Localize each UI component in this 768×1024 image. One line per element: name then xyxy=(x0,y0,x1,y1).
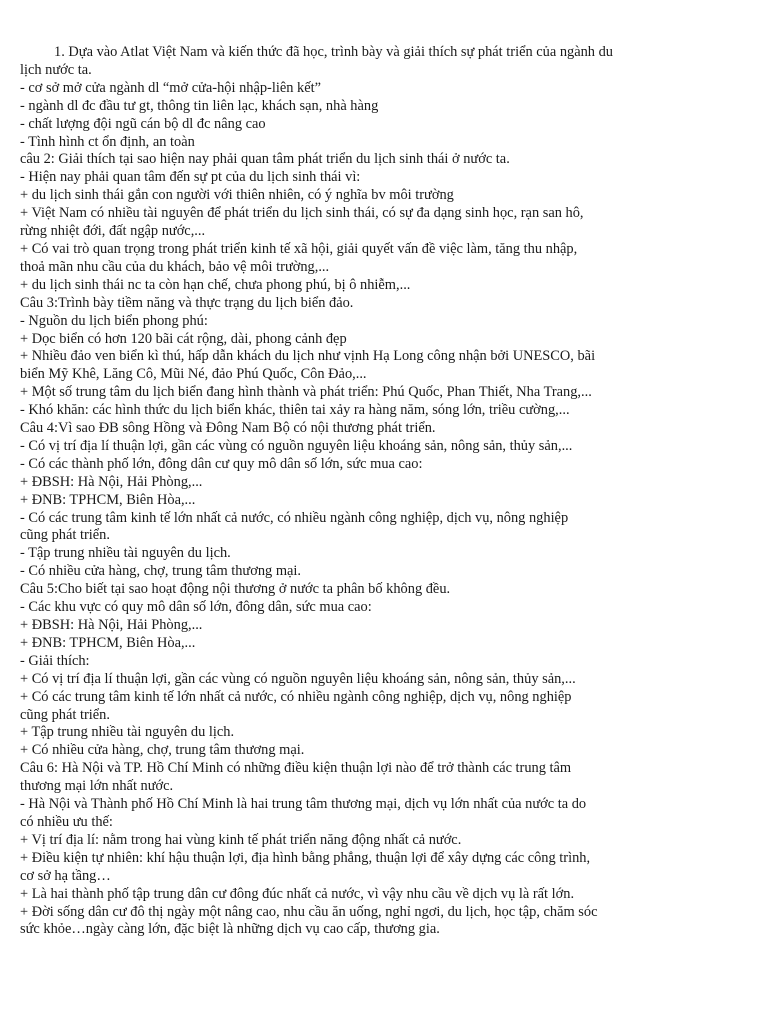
text-line: - Giải thích: xyxy=(20,652,90,669)
text-line: - ngành dl đc đầu tư gt, thông tin liên lạc, khách sạn, nhà hàng xyxy=(20,97,379,114)
text-line: + Là hai thành phố tập trung dân cư đông đúc nhất cả nước, vì vậy nhu cầu về dịch vụ là rất lớn. xyxy=(20,885,575,902)
question-3-title: Câu 3:Trình bày tiềm năng và thực trạng du lịch biển đảo. xyxy=(20,294,354,311)
text-line: + Đời sống dân cư đô thị ngày một nâng cao, nhu cầu ăn uống, nghỉ ngơi, du lịch, học tập, chăm sóc xyxy=(20,903,598,920)
text-line: + Dọc biển có hơn 120 bãi cát rộng, dài, phong cảnh đẹp xyxy=(20,330,347,347)
question-6-title: Câu 6: Hà Nội và TP. Hồ Chí Minh có những điều kiện thuận lợi nào để trở thành các trung tâm xyxy=(20,760,572,777)
text-line: + Nhiều đảo ven biển kì thú, hấp dẫn khách du lịch như vịnh Hạ Long công nhận bởi UNESCO, bãi xyxy=(20,348,596,365)
text-line: - cơ sở mở cửa ngành dl “mở cửa-hội nhập-liên kết” xyxy=(20,79,321,96)
text-line: + ĐBSH: Hà Nội, Hải Phòng,... xyxy=(20,473,203,490)
text-line: có nhiều ưu thế: xyxy=(20,813,113,830)
text-line: - Hiện nay phải quan tâm đến sự pt của du lịch sinh thái vì: xyxy=(20,169,361,186)
text-line: - Có vị trí địa lí thuận lợi, gần các vùng có nguồn nguyên liệu khoáng sản, nông sản, thủy sản,... xyxy=(20,437,573,454)
text-line: - Có các trung tâm kinh tế lớn nhất cả nước, có nhiều ngành công nghiệp, dịch vụ, nông nghiệp xyxy=(20,509,569,526)
text-line: sức khỏe…ngày càng lớn, đặc biệt là những dịch vụ cao cấp, thương gia. xyxy=(20,921,440,938)
question-5-title: Câu 5:Cho biết tại sao hoạt động nội thương ở nước ta phân bố không đều. xyxy=(20,581,451,598)
text-line: - Tình hình ct ổn định, an toàn xyxy=(20,133,195,150)
text-line: cơ sở hạ tầng… xyxy=(20,867,111,884)
question-2-title: câu 2: Giải thích tại sao hiện nay phải quan tâm phát triển du lịch sinh thái ở nước ta. xyxy=(20,151,510,168)
text-line: + Vị trí địa lí: nằm trong hai vùng kinh tế phát triển năng động nhất cả nước. xyxy=(20,831,462,848)
text-line: rừng nhiệt đới, đất ngập nước,... xyxy=(20,223,206,240)
question-6-title-cont: thương mại lớn nhất nước. xyxy=(20,778,174,795)
text-line: thoả mãn nhu cầu của du khách, bảo vệ môi trường,... xyxy=(20,258,330,275)
text-line: cũng phát triển. xyxy=(20,527,110,544)
question-1-title: 1. Dựa vào Atlat Việt Nam và kiến thức đã học, trình bày và giải thích sự phát triển của ngành du xyxy=(54,44,613,60)
text-line: - Khó khăn: các hình thức du lịch biển khác, thiên tai xảy ra hàng năm, sóng lớn, triều cường,... xyxy=(20,402,570,419)
text-line: + du lịch sinh thái nc ta còn hạn chế, chưa phong phú, bị ô nhiễm,... xyxy=(20,276,411,293)
text-line: cũng phát triển. xyxy=(20,706,110,723)
text-line: + Một số trung tâm du lịch biển đang hình thành và phát triển: Phú Quốc, Phan Thiết, Nha Trang,... xyxy=(20,384,592,401)
text-line: - Hà Nội và Thành phố Hồ Chí Minh là hai trung tâm thương mại, dịch vụ lớn nhất của nước ta do xyxy=(20,796,587,813)
text-line: + Có nhiều cửa hàng, chợ, trung tâm thương mại. xyxy=(20,742,305,759)
text-line: - Tập trung nhiều tài nguyên du lịch. xyxy=(20,545,231,562)
text-line: - Có các thành phố lớn, đông dân cư quy mô dân số lớn, sức mua cao: xyxy=(20,455,423,472)
text-line: + Điều kiện tự nhiên: khí hậu thuận lợi, địa hình bằng phẳng, thuận lợi để xây dựng các công trình, xyxy=(20,849,591,866)
text-line: + Có các trung tâm kinh tế lớn nhất cả nước, có nhiều ngành công nghiệp, dịch vụ, nông nghiệp xyxy=(20,688,572,705)
text-line: + ĐBSH: Hà Nội, Hải Phòng,... xyxy=(20,617,203,633)
text-line: + Có vai trò quan trọng trong phát triển kinh tế xã hội, giải quyết vấn đề việc làm, tăng thu nhập, xyxy=(20,240,578,257)
question-4-title: Câu 4:Vì sao ĐB sông Hồng và Đông Nam Bộ có nội thương phát triển. xyxy=(20,420,436,437)
text-line: + ĐNB: TPHCM, Biên Hòa,... xyxy=(20,634,196,651)
question-1-title-cont: lịch nước ta. xyxy=(20,61,92,78)
text-line: - Các khu vực có quy mô dân số lớn, đông dân, sức mua cao: xyxy=(20,599,372,616)
text-line: + du lịch sinh thái gắn con người với thiên nhiên, có ý nghĩa bv môi trường xyxy=(20,187,454,204)
text-line: - chất lượng đội ngũ cán bộ dl đc nâng cao xyxy=(20,115,266,132)
text-line: + ĐNB: TPHCM, Biên Hòa,... xyxy=(20,491,196,508)
text-line: + Có vị trí địa lí thuận lợi, gần các vùng có nguồn nguyên liệu khoáng sản, nông sản, thủy sản,... xyxy=(20,670,576,687)
text-line: + Tập trung nhiều tài nguyên du lịch. xyxy=(20,724,235,741)
text-line: + Việt Nam có nhiều tài nguyên để phát triển du lịch sinh thái, có sự đa dạng sinh học, rạn san hô, xyxy=(20,205,584,222)
document-body xyxy=(20,44,750,939)
text-line: - Có nhiều cửa hàng, chợ, trung tâm thương mại. xyxy=(20,563,301,580)
text-line: - Nguồn du lịch biển phong phú: xyxy=(20,312,208,329)
text-line: biển Mỹ Khê, Lăng Cô, Mũi Né, đảo Phú Quốc, Côn Đảo,... xyxy=(20,366,367,383)
